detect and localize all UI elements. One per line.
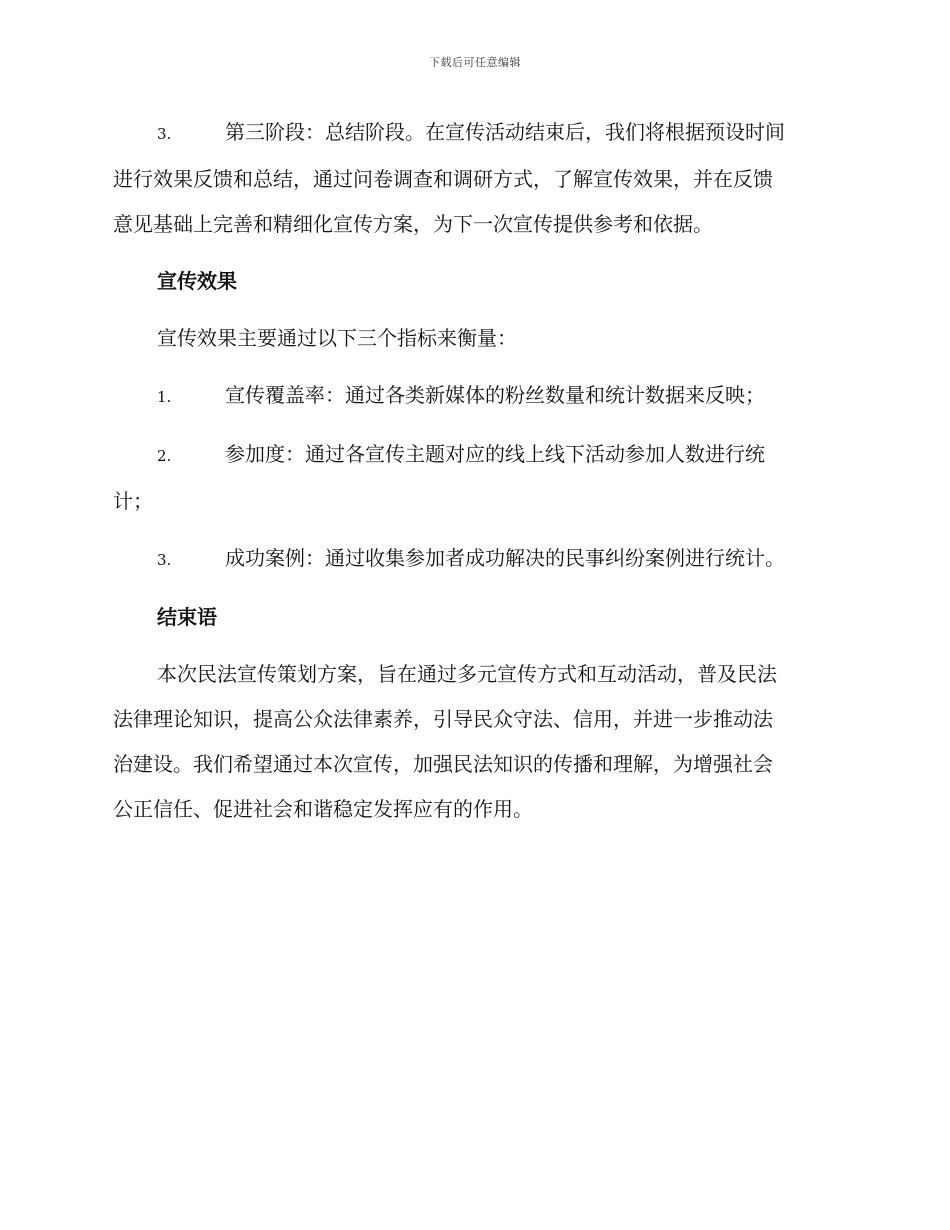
list-item-text: 成功案例：通过收集参加者成功解决的民事纠纷案例进行统计。: [225, 546, 785, 570]
list-item: [113, 373, 835, 420]
conclusion-line-2: 法律理论知识，提高公众法律素养，引导民众守法、信用，并进一步推动法: [113, 707, 773, 731]
list-item-text: 宣传覆盖率：通过各类新媒体的粉丝数量和统计数据来反映；: [225, 383, 765, 407]
list-item: [113, 536, 835, 583]
conclusion-line-1: 本次民法宣传策划方案，旨在通过多元宣传方式和互动活动，普及民法: [157, 662, 777, 686]
stage3-line-1: [113, 110, 835, 157]
list-item: [113, 432, 835, 524]
conclusion-line-3: 治建设。我们希望通过本次宣传，加强民法知识的传播和理解，为增强社会: [113, 752, 773, 776]
list-number: 2.: [157, 447, 172, 465]
conclusion-paragraph: [113, 652, 835, 832]
header-note: 下载后可任意编辑: [429, 56, 521, 69]
list-item-text: 参加度：通过各宣传主题对应的线上线下活动参加人数进行统: [225, 442, 765, 466]
stage3-line-2: 进行效果反馈和总结，通过问卷调查和调研方式，了解宣传效果，并在反馈: [113, 167, 773, 191]
section-heading-conclusion: 结束语: [157, 605, 217, 629]
list-item-line: [113, 432, 835, 479]
section-heading-effect: 宣传效果: [157, 269, 237, 293]
list-item-continuation: 计；: [113, 489, 153, 513]
list-number: 3.: [157, 551, 172, 569]
list-number: 1.: [157, 388, 172, 406]
document-body: [113, 110, 835, 844]
stage3-paragraph: [113, 110, 835, 247]
list-number: 3.: [157, 125, 172, 143]
effect-intro: 宣传效果主要通过以下三个指标来衡量：: [157, 326, 517, 350]
effect-intro-paragraph: [113, 316, 835, 361]
list-item-line: [113, 373, 835, 420]
stage3-text-1: 第三阶段：总结阶段。在宣传活动结束后，我们将根据预设时间: [225, 120, 785, 144]
stage3-line-3: 意见基础上完善和精细化宣传方案，为下一次宣传提供参考和依据。: [113, 212, 713, 236]
conclusion-line-4: 公正信任、促进社会和谐稳定发挥应有的作用。: [113, 797, 533, 821]
list-item-line: [113, 536, 835, 583]
